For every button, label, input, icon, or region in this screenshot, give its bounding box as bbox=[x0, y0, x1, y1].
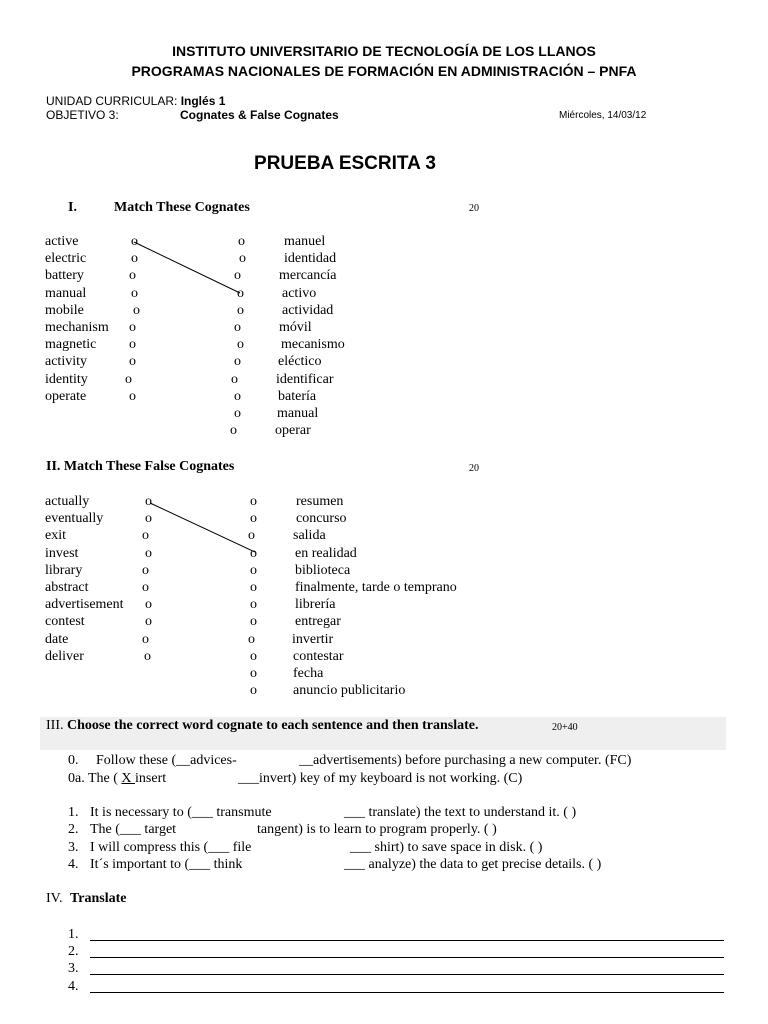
translate-line-2[interactable] bbox=[90, 957, 724, 958]
list-item: mecanismo bbox=[281, 337, 345, 353]
match-marker[interactable]: o bbox=[250, 494, 257, 509]
match-marker[interactable]: o bbox=[145, 511, 152, 527]
match-marker[interactable]: o bbox=[238, 234, 245, 249]
translate-line-3-number: 3. bbox=[68, 961, 79, 976]
match-marker[interactable]: o bbox=[145, 597, 152, 613]
match-marker[interactable]: o bbox=[144, 648, 151, 664]
section3-number: III. bbox=[46, 718, 64, 733]
list-item: invertir bbox=[292, 631, 334, 647]
match-marker[interactable]: o bbox=[237, 285, 244, 301]
question-4-option-b[interactable]: ___ analyze) the data to get precise details. ( ) bbox=[344, 857, 602, 872]
question-3-number: 3. bbox=[68, 840, 79, 855]
match-marker[interactable]: o bbox=[250, 597, 257, 613]
list-item: mechanism bbox=[45, 319, 109, 335]
example-0a-number: 0a. bbox=[68, 771, 85, 786]
list-item: manual bbox=[45, 285, 87, 301]
translate-line-4-number: 4. bbox=[68, 979, 79, 994]
list-item: batería bbox=[278, 388, 317, 404]
translate-line-1[interactable] bbox=[90, 940, 724, 941]
example-0a-prefix: The ( bbox=[87, 771, 122, 786]
program-name: PROGRAMAS NACIONALES DE FORMACIÓN EN ADMINISTRACIÓN – PNFA bbox=[131, 63, 637, 79]
list-item: actually bbox=[45, 494, 90, 509]
match-marker[interactable]: o bbox=[234, 388, 241, 404]
list-item: activity bbox=[45, 354, 87, 370]
example-0-number: 0. bbox=[68, 753, 79, 768]
example-0-option-b: __advertisements) before purchasing a new computer. (FC) bbox=[299, 753, 632, 768]
section2-left-words bbox=[45, 493, 124, 665]
match-marker[interactable]: o bbox=[234, 354, 241, 370]
match-marker[interactable]: o bbox=[250, 511, 257, 527]
match-marker[interactable]: o bbox=[250, 562, 257, 578]
list-item: manual bbox=[277, 405, 319, 421]
list-item: móvil bbox=[279, 319, 312, 335]
match-marker[interactable]: o bbox=[129, 268, 136, 284]
list-item: date bbox=[45, 631, 69, 647]
section3-points: 20+40 bbox=[552, 722, 578, 733]
match-marker[interactable]: o bbox=[129, 354, 136, 370]
match-marker[interactable]: o bbox=[248, 528, 255, 544]
example-0-option-a: Follow these (__advices- bbox=[96, 753, 237, 768]
section3-title bbox=[46, 718, 479, 734]
section2-heading: II. Match These False Cognates bbox=[46, 459, 235, 474]
match-marker[interactable]: o bbox=[131, 251, 138, 267]
list-item: finalmente, tarde o temprano bbox=[295, 579, 457, 595]
match-marker[interactable]: o bbox=[142, 579, 149, 595]
section1-heading: Match These Cognates bbox=[114, 200, 250, 215]
section4-heading: Translate bbox=[69, 891, 127, 906]
match-marker[interactable]: o bbox=[231, 371, 238, 387]
section2-left-markers bbox=[142, 493, 152, 665]
translate-line-4[interactable] bbox=[90, 992, 724, 993]
question-4-option-a[interactable]: It´s important to (___ think bbox=[90, 857, 243, 872]
list-item: fecha bbox=[293, 665, 324, 681]
match-marker[interactable]: o bbox=[129, 337, 136, 353]
section1-points: 20 bbox=[469, 203, 479, 214]
list-item: invest bbox=[45, 545, 79, 561]
match-marker[interactable]: o bbox=[145, 614, 152, 630]
list-item: salida bbox=[293, 528, 326, 544]
example-0a-option-b: ___invert) key of my keyboard is not working. (C) bbox=[238, 771, 523, 786]
match-marker[interactable]: o bbox=[145, 494, 152, 509]
list-item: librería bbox=[295, 597, 336, 613]
list-item: operar bbox=[275, 423, 311, 439]
list-item: magnetic bbox=[45, 337, 97, 353]
match-marker[interactable]: o bbox=[131, 285, 138, 301]
list-item: en realidad bbox=[295, 545, 357, 561]
list-item: manuel bbox=[284, 234, 326, 249]
match-marker[interactable]: o bbox=[250, 579, 257, 595]
list-item: advertisement bbox=[45, 597, 124, 613]
question-2-option-a[interactable]: The (___ target bbox=[90, 822, 177, 837]
translate-line-3[interactable] bbox=[90, 974, 724, 975]
institution-name: INSTITUTO UNIVERSITARIO DE TECNOLOGÍA DE LOS LLANOS bbox=[172, 43, 596, 59]
section2-right-words bbox=[292, 493, 457, 699]
section3-heading: Choose the correct word cognate to each sentence and then translate. bbox=[67, 718, 479, 733]
example-0a-option-a bbox=[68, 770, 166, 787]
match-marker[interactable]: o bbox=[250, 614, 257, 630]
list-item: identidad bbox=[284, 251, 337, 267]
list-item: resumen bbox=[296, 494, 344, 509]
question-1-number: 1. bbox=[68, 805, 79, 820]
exam-date: Miércoles, 14/03/12 bbox=[559, 110, 647, 121]
question-4-number: 4. bbox=[68, 857, 79, 872]
list-item: active bbox=[45, 234, 79, 249]
section2-right-markers bbox=[250, 493, 257, 699]
match-marker[interactable]: o bbox=[131, 234, 138, 249]
question-1-option-a[interactable]: It is necessary to (___ transmute bbox=[90, 805, 272, 820]
list-item: operate bbox=[45, 388, 87, 404]
section4-title bbox=[46, 891, 126, 907]
section1-number: I. bbox=[68, 200, 77, 215]
list-item: deliver bbox=[45, 648, 84, 664]
list-item: identity bbox=[45, 371, 88, 387]
list-item: activo bbox=[282, 285, 317, 301]
match-marker[interactable]: o bbox=[125, 371, 132, 387]
match-marker[interactable]: o bbox=[230, 423, 237, 439]
match-marker[interactable]: o bbox=[234, 319, 241, 335]
list-item: concurso bbox=[296, 511, 347, 527]
match-marker[interactable]: o bbox=[239, 251, 246, 267]
section4-number: IV. bbox=[46, 891, 63, 906]
list-item: entregar bbox=[295, 614, 341, 630]
match-marker[interactable]: o bbox=[250, 648, 257, 664]
list-item: battery bbox=[45, 268, 84, 284]
question-2-number: 2. bbox=[68, 822, 79, 837]
objetivo-label: OBJETIVO 3: bbox=[46, 108, 119, 122]
match-marker[interactable]: o bbox=[234, 405, 241, 421]
match-marker[interactable]: o bbox=[142, 528, 149, 544]
question-1-option-b[interactable]: ___ translate) the text to understand it. ( ) bbox=[344, 805, 577, 820]
list-item: actividad bbox=[282, 302, 334, 318]
list-item: contest bbox=[45, 614, 85, 630]
translate-line-1-number: 1. bbox=[68, 927, 79, 942]
match-marker[interactable]: o bbox=[237, 302, 244, 318]
section2-points: 20 bbox=[469, 463, 479, 474]
unidad-label: UNIDAD CURRICULAR: bbox=[46, 94, 178, 108]
list-item: eventually bbox=[45, 511, 104, 527]
page-title: PRUEBA ESCRITA 3 bbox=[254, 153, 436, 174]
objetivo-value: Cognates & False Cognates bbox=[180, 108, 339, 122]
match-marker[interactable]: o bbox=[142, 562, 149, 578]
unidad-value: Inglés 1 bbox=[180, 94, 226, 108]
list-item: mobile bbox=[45, 302, 84, 318]
list-item: contestar bbox=[293, 648, 344, 664]
list-item: mercancía bbox=[279, 268, 337, 284]
match-marker[interactable]: o bbox=[234, 268, 241, 284]
match-marker[interactable]: o bbox=[133, 302, 140, 318]
match-marker[interactable]: o bbox=[250, 683, 257, 699]
match-marker[interactable]: o bbox=[250, 665, 257, 681]
example-0a-mark: X bbox=[121, 771, 136, 786]
list-item: eléctico bbox=[278, 354, 322, 370]
translate-line-2-number: 2. bbox=[68, 944, 79, 959]
match-marker[interactable]: o bbox=[250, 545, 257, 561]
question-2-option-b[interactable]: tangent) is to learn to program properly. ( ) bbox=[257, 822, 497, 837]
list-item: library bbox=[45, 562, 83, 578]
list-item: anuncio publicitario bbox=[293, 683, 406, 699]
match-marker[interactable]: o bbox=[248, 631, 255, 647]
list-item: electric bbox=[45, 251, 87, 267]
list-item: biblioteca bbox=[295, 562, 351, 578]
question-3-option-a[interactable]: I will compress this (___ file bbox=[90, 840, 252, 855]
match-marker[interactable]: o bbox=[129, 319, 136, 335]
match-marker[interactable]: o bbox=[142, 631, 149, 647]
list-item: identificar bbox=[276, 371, 334, 387]
match-marker[interactable]: o bbox=[145, 545, 152, 561]
match-marker[interactable]: o bbox=[129, 388, 136, 404]
list-item: abstract bbox=[45, 579, 89, 595]
example-0a-word: insert bbox=[135, 771, 167, 786]
match-marker[interactable]: o bbox=[237, 337, 244, 353]
list-item: exit bbox=[45, 528, 66, 544]
question-3-option-b[interactable]: ___ shirt) to save space in disk. ( ) bbox=[350, 840, 543, 855]
